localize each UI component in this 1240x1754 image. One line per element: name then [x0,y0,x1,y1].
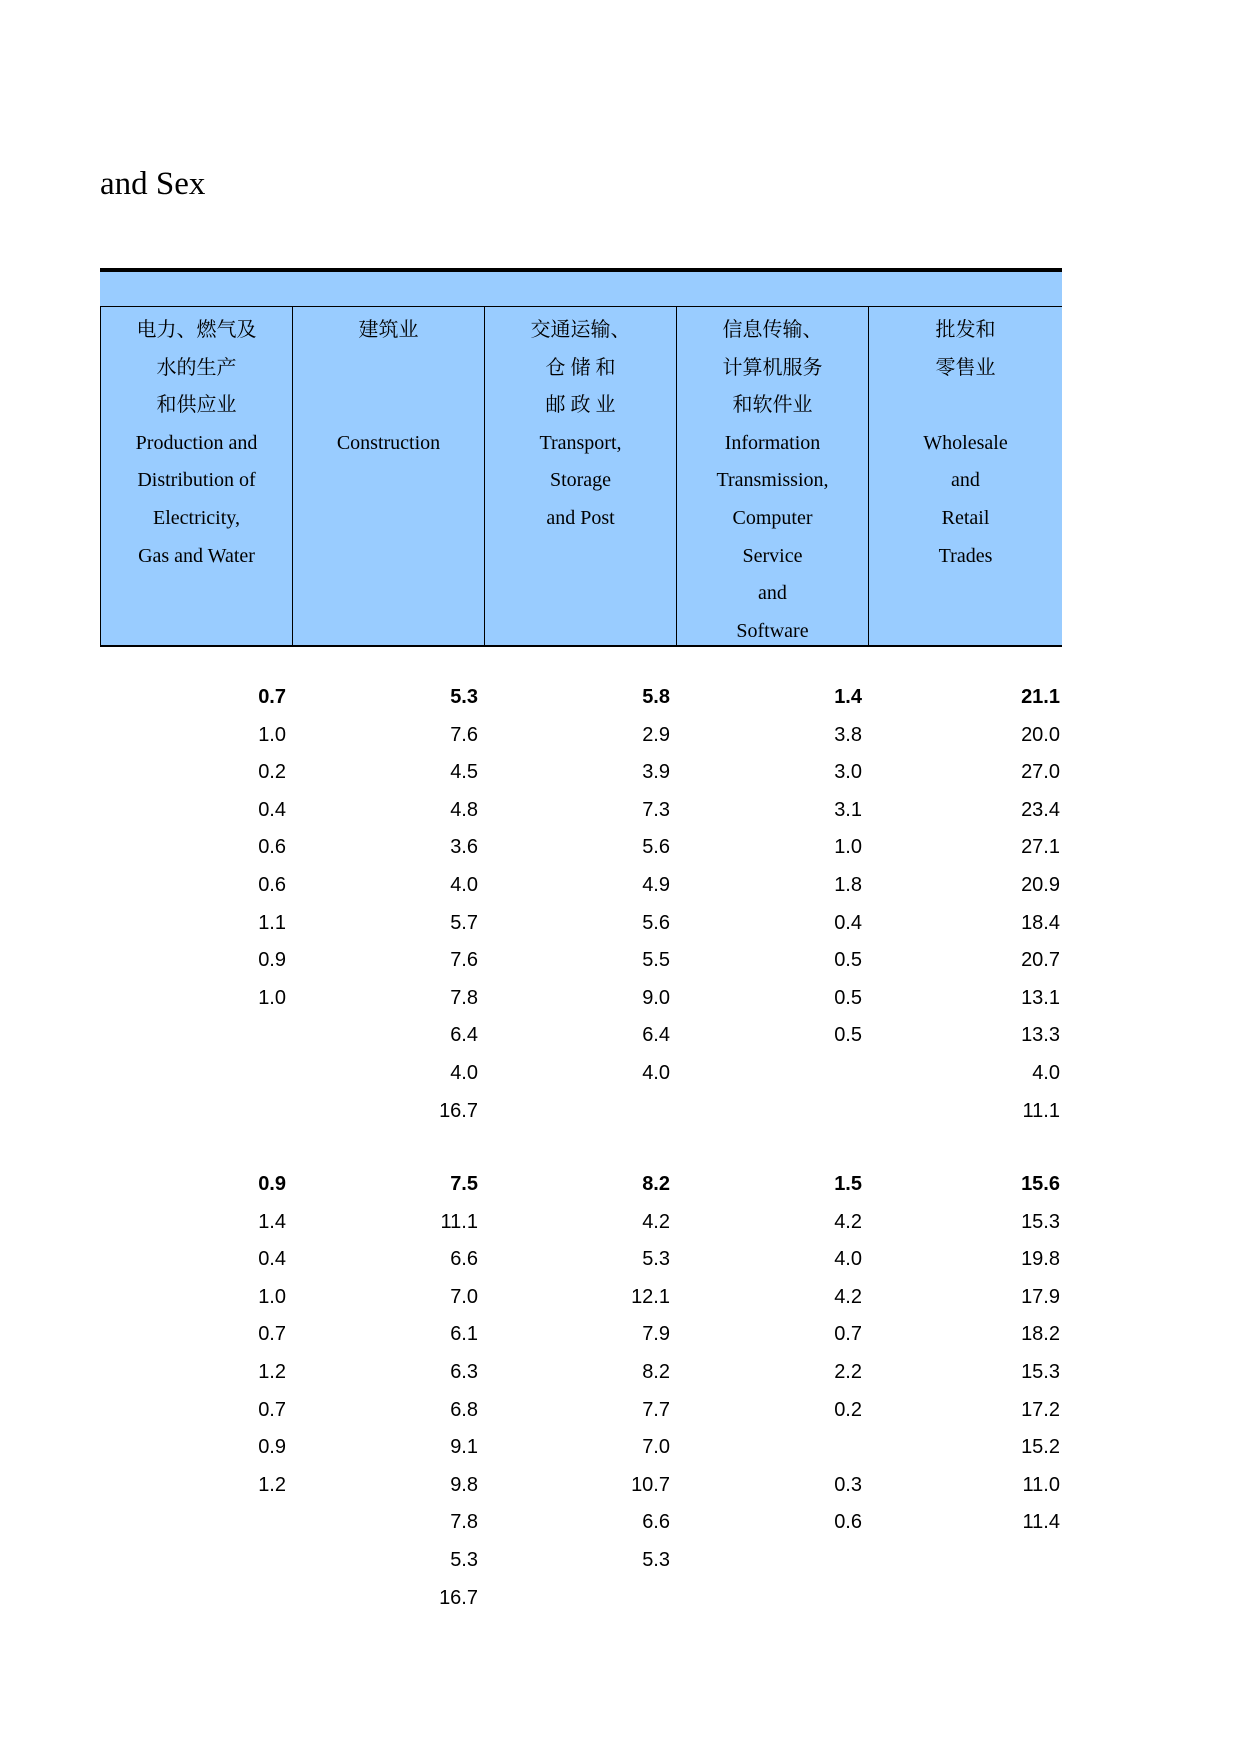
table-row [100,1316,1062,1354]
table-row [100,1504,1062,1542]
table-cell: 1.0 [258,723,286,746]
table-header [100,306,1062,647]
column-header-cn-line: 批发和 [935,319,996,341]
table-cell: 8.2 [642,1360,670,1383]
table-cell: 3.1 [834,798,862,821]
table-cell: 4.0 [1032,1061,1060,1084]
table-cell: 10.7 [631,1473,670,1496]
table-row [100,1017,1062,1055]
column-header-cn-line: 仓 储 和 [545,356,616,379]
column-header-information [676,307,868,645]
table-cell: 3.8 [834,723,862,746]
table-cell: 4.0 [834,1248,862,1271]
table-cell: 5.6 [642,911,670,934]
table-cell: 7.8 [450,986,478,1009]
table-cell: 0.6 [258,873,286,896]
column-header-cn-line [293,350,484,388]
table-cell: 4.0 [450,1061,478,1084]
table-cell: 19.8 [1021,1248,1060,1271]
column-header-en-line: Transport, [539,431,622,454]
column-header-cn-line: 和供应业 [156,394,237,417]
table-cell [484,1580,676,1618]
table-cell: 11.4 [1022,1511,1060,1534]
column-header-wholesale [868,307,1062,645]
table-cell: 9.0 [642,986,670,1009]
table-cell: 17.9 [1021,1285,1060,1308]
table-cell: 7.9 [642,1323,670,1346]
table-cell: 5.3 [642,1548,670,1571]
table-cell: 7.5 [450,1173,478,1195]
column-header-cn-line: 零售业 [935,356,996,379]
table-cell [868,1542,1062,1580]
table-cell: 0.6 [258,836,286,859]
table-cell [100,1580,292,1618]
table-cell: 13.3 [1021,1024,1060,1047]
table-cell: 0.2 [834,1398,862,1421]
table-cell: 15.3 [1021,1210,1060,1233]
table-cell [676,1542,868,1580]
table-cell: 0.5 [834,986,862,1009]
column-header-cn-line: 邮 政 业 [545,394,616,417]
table-cell: 12.1 [631,1285,670,1308]
table-row [100,905,1062,943]
table-row [100,867,1062,905]
column-header-cn-line: 计算机服务 [722,356,823,379]
table-cell: 0.2 [258,761,286,784]
column-header-en-line: Distribution of [137,469,256,492]
table-cell: 11.1 [440,1210,478,1233]
table-cell: 0.9 [258,1436,286,1459]
table-cell: 21.1 [1021,686,1060,708]
table-cell: 1.0 [258,1285,286,1308]
table-row [100,829,1062,867]
table-cell [100,1017,292,1055]
table-header-band [100,272,1062,307]
table-cell: 3.9 [642,761,670,784]
table-cell: 16.7 [439,1586,478,1609]
table-cell: 20.0 [1021,723,1060,746]
table-cell: 15.3 [1021,1360,1060,1383]
table-cell [676,1093,868,1131]
column-header-cn-line: 和软件业 [732,394,813,417]
table-cell: 0.5 [834,1024,862,1047]
table-cell: 5.3 [642,1248,670,1271]
table-cell [100,1504,292,1542]
table-cell [100,1093,292,1131]
table-row [100,754,1062,792]
table-cell: 0.7 [258,686,286,708]
table-cell: 1.0 [258,986,286,1009]
table-cell: 7.3 [642,798,670,821]
table-cell: 16.7 [439,1099,478,1122]
table-cell: 0.7 [258,1323,286,1346]
table-cell [100,1542,292,1580]
table-cell: 0.5 [834,949,862,972]
table-cell: 0.9 [258,1173,286,1195]
table-cell: 7.6 [450,949,478,972]
table-cell: 5.6 [642,836,670,859]
table-cell: 7.0 [450,1285,478,1308]
column-header-en-line: Information [724,431,821,454]
table-row [100,1204,1062,1242]
table-row [100,1392,1062,1430]
table-cell: 20.9 [1021,873,1060,896]
table-cell: 1.8 [834,873,862,896]
table-cell: 6.4 [642,1024,670,1047]
column-header-cn-line: 水的生产 [156,356,237,379]
table-row [100,1429,1062,1467]
table-cell: 1.4 [258,1210,286,1233]
table-cell [100,1055,292,1093]
table-cell: 4.2 [642,1210,670,1233]
table-cell [676,1429,868,1467]
table-cell: 0.4 [258,1248,286,1271]
table-row [100,1580,1062,1618]
table-row [100,1055,1062,1093]
table-cell: 4.2 [834,1210,862,1233]
table-cell: 5.3 [450,686,478,708]
column-header-en-line: and Post [546,506,615,529]
table-cell: 0.4 [258,798,286,821]
table-cell: 8.2 [642,1173,670,1195]
table-cell: 0.6 [834,1511,862,1534]
table-row [100,980,1062,1018]
table-cell: 2.2 [834,1360,862,1383]
table-cell: 6.8 [450,1398,478,1421]
column-header-en-line: Trades [938,544,993,567]
table-cell: 7.6 [450,723,478,746]
column-header-en-line: Retail [941,506,990,529]
table-row [100,1093,1062,1131]
table-cell: 17.2 [1021,1398,1060,1421]
table-cell: 7.8 [450,1511,478,1534]
table-cell: 5.3 [450,1548,478,1571]
table-cell: 18.2 [1021,1323,1060,1346]
column-header-en-line: and [951,469,980,492]
column-header-cn-line: 交通运输、 [530,319,631,341]
table-cell: 4.9 [642,873,670,896]
table-section-2 [100,1166,1062,1617]
table-cell: 1.4 [834,686,862,708]
table-cell: 11.1 [1022,1099,1060,1122]
table-cell [676,1055,868,1093]
table-cell: 1.2 [258,1360,286,1383]
table-cell: 15.6 [1021,1173,1060,1195]
table-cell: 27.1 [1021,836,1060,859]
column-header-utilities [100,307,292,645]
table-cell: 20.7 [1021,949,1060,972]
table-cell: 4.5 [450,761,478,784]
table-cell: 1.2 [258,1473,286,1496]
table-row [100,1354,1062,1392]
column-header-en-line: Production and [135,431,258,454]
table-cell: 4.8 [450,798,478,821]
table-cell: 0.7 [834,1323,862,1346]
column-header-en-line: Service [742,544,803,567]
column-header-cn-line [293,387,484,425]
table-cell: 0.4 [834,911,862,934]
table-cell [676,1580,868,1618]
table-cell: 15.2 [1021,1436,1060,1459]
table-cell: 9.1 [450,1436,478,1459]
table-cell: 4.0 [450,873,478,896]
table-section-1 [100,679,1062,1130]
column-header-en-line: Computer [732,506,813,529]
table-cell: 5.7 [450,911,478,934]
table-cell: 6.4 [450,1024,478,1047]
table-cell: 0.9 [258,949,286,972]
table-cell: 7.0 [642,1436,670,1459]
table-cell: 0.3 [834,1473,862,1496]
table-row [100,792,1062,830]
table-cell: 4.2 [834,1285,862,1308]
table-cell: 3.6 [450,836,478,859]
table-cell: 4.0 [642,1061,670,1084]
column-header-en-line: Transmission, [716,469,829,492]
table-cell: 2.9 [642,723,670,746]
column-header-en-line: Storage [549,469,612,492]
table-cell: 11.0 [1022,1473,1060,1496]
table-row [100,717,1062,755]
table-cell [484,1093,676,1131]
table-cell: 23.4 [1021,798,1060,821]
table-cell: 3.0 [834,761,862,784]
table-cell: 13.1 [1021,986,1060,1009]
table-cell: 18.4 [1021,911,1060,934]
table-cell: 5.5 [642,949,670,972]
table-cell: 5.8 [642,686,670,708]
column-header-en-line: Wholesale [923,431,1008,454]
page-title: and Sex [100,166,206,202]
column-header-en-line: Electricity, [153,506,240,529]
table-cell: 6.3 [450,1360,478,1383]
column-header-transport [484,307,676,645]
table-cell: 6.6 [450,1248,478,1271]
table-cell: 1.1 [258,911,286,934]
table-cell: 6.1 [450,1323,478,1346]
table-cell [868,1580,1062,1618]
table-cell: 7.7 [642,1398,670,1421]
column-header-cn-line: 建筑业 [358,319,419,341]
column-header-construction [292,307,484,645]
table-row [100,1279,1062,1317]
table-total-row [100,679,1062,717]
table-cell: 0.7 [258,1398,286,1421]
column-header-cn-line: 信息传输、 [722,319,823,341]
table-row [100,942,1062,980]
table-cell: 6.6 [642,1511,670,1534]
column-header-cn-line [869,387,1062,425]
table-cell: 1.5 [834,1173,862,1195]
column-header-en-line: and [758,582,787,605]
column-header-cn-line: 电力、燃气及 [136,319,257,341]
column-header-en-line: Construction [336,431,441,454]
table-cell: 27.0 [1021,761,1060,784]
table-row [100,1241,1062,1279]
table-row [100,1467,1062,1505]
table-total-row [100,1166,1062,1204]
column-header-en-line: Software [736,619,809,642]
table-cell: 1.0 [834,836,862,859]
column-header-en-line: Gas and Water [138,544,255,567]
table-row [100,1542,1062,1580]
table-cell: 9.8 [450,1473,478,1496]
